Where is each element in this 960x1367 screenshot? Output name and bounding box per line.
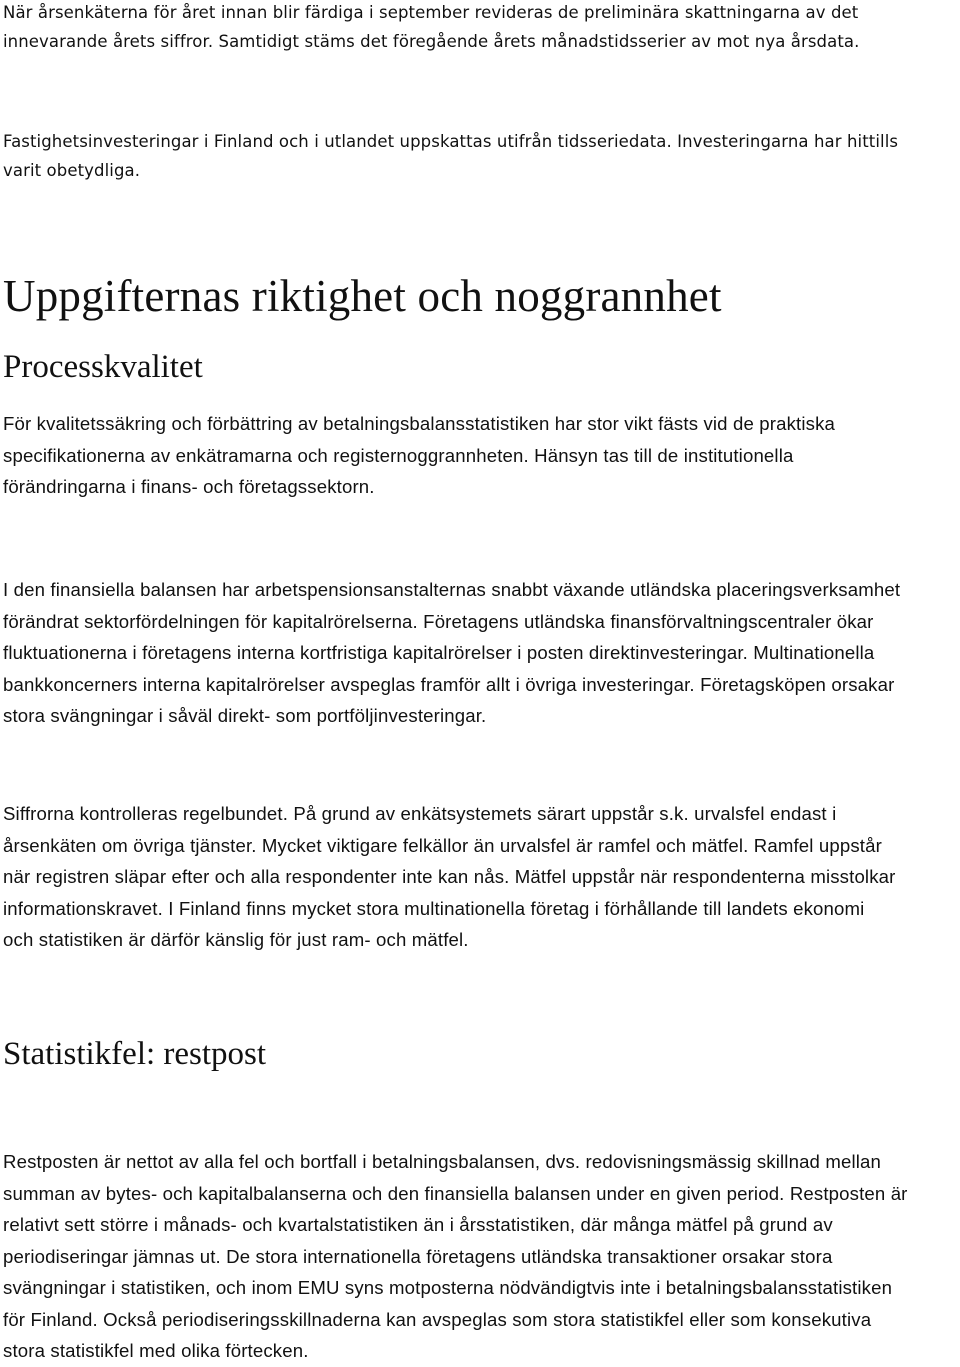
text-line: svängningar i statistiken, och inom EMU syns motposterna nödvändigtvis inte i betalningsbalansstatistiken [3, 1277, 893, 1298]
control-paragraph [3, 798, 958, 956]
text-line: förändrat sektorfördelningen för kapitalrörelserna. Företagens utländska finansförvaltningscentraler ökar [3, 610, 874, 632]
text-line: stora svängningar i såväl direkt- som portföljinvesteringar. [3, 705, 487, 726]
text-line: för Finland. Också periodiseringsskillnaderna kan avspeglas som stora statistikfel eller som konsekutiva [3, 1308, 872, 1330]
balance-paragraph [3, 574, 958, 732]
error-section-title: Statistikfel: restpost [3, 1036, 267, 1072]
text-line: summan av bytes- och kapitalbalanserna och den finansiella balansen under en given period. Restposten är [3, 1182, 908, 1204]
text-line: periodiseringar jämnas ut. De stora internationella företagens utländska transaktioner orsakar stora [3, 1245, 833, 1267]
text-line: specifikationerna av enkätramarna och registernoggrannheten. Hänsyn tas till de institutionella [3, 444, 794, 466]
intro-paragraph [3, 0, 958, 56]
quality-paragraph [3, 408, 958, 503]
text-line: Siffrorna kontrolleras regelbundet. På grund av enkätsystemets särart uppstår s.k. urvalsfel endast i [3, 803, 837, 824]
residual-paragraph [3, 1146, 958, 1367]
text-line: stora statistikfel med olika förtecken. [3, 1340, 309, 1361]
real-estate-paragraph [3, 127, 958, 185]
text-line: varit obetydliga. [3, 161, 141, 180]
subsection-title: Processkvalitet [3, 349, 203, 385]
text-line: När årsenkäterna för året innan blir färdiga i september revideras de preliminära skattningarna av det [3, 3, 859, 22]
text-line: informationskravet. I Finland finns mycket stora multinationella företag i förhållande till landets ekonomi [3, 897, 865, 919]
section-title: Uppgifternas riktighet och noggrannhet [3, 271, 722, 321]
text-line: Fastighetsinvesteringar i Finland och i utlandet uppskattas utifrån tidsseriedata. Investeringarna har hittills [3, 132, 899, 151]
text-line: I den finansiella balansen har arbetspensionsanstalternas snabbt växande utländska placeringsverksamhet [3, 579, 901, 600]
text-line: Restposten är nettot av alla fel och bortfall i betalningsbalansen, dvs. redovisningsmässig skillnad mellan [3, 1151, 882, 1172]
text-line: bankkoncerners interna kapitalrörelser avspeglas framför allt i övriga investeringar. Företagsköpen orsakar [3, 673, 895, 695]
text-line: årsenkäten om övriga tjänster. Mycket viktigare felkällor än urvalsfel är ramfel och mätfel. Ramfel uppstår [3, 834, 882, 856]
text-line: fluktuationerna i företagens interna kortfristiga kapitalrörelser i posten direktinvesteringar. Multinationella [3, 642, 875, 663]
text-line: relativt sett större i månads- och kvartalstatistiken än i årsstatistiken, där många mätfel på grund av [3, 1214, 833, 1235]
text-line: när registren släpar efter och alla respondenter inte kan nås. Mätfel uppstår när respondenterna misstolkar [3, 866, 896, 887]
text-line: och statistiken är därför känslig för just ram- och mätfel. [3, 929, 469, 950]
text-line: innevarande årets siffror. Samtidigt stäms det föregående årets månadstidsserier av mot nya årsdata. [3, 32, 860, 51]
text-line: För kvalitetssäkring och förbättring av betalningsbalansstatistiken har stor vikt fästs vid de praktiska [3, 413, 836, 434]
text-line: förändringarna i finans- och företagssektorn. [3, 476, 375, 497]
